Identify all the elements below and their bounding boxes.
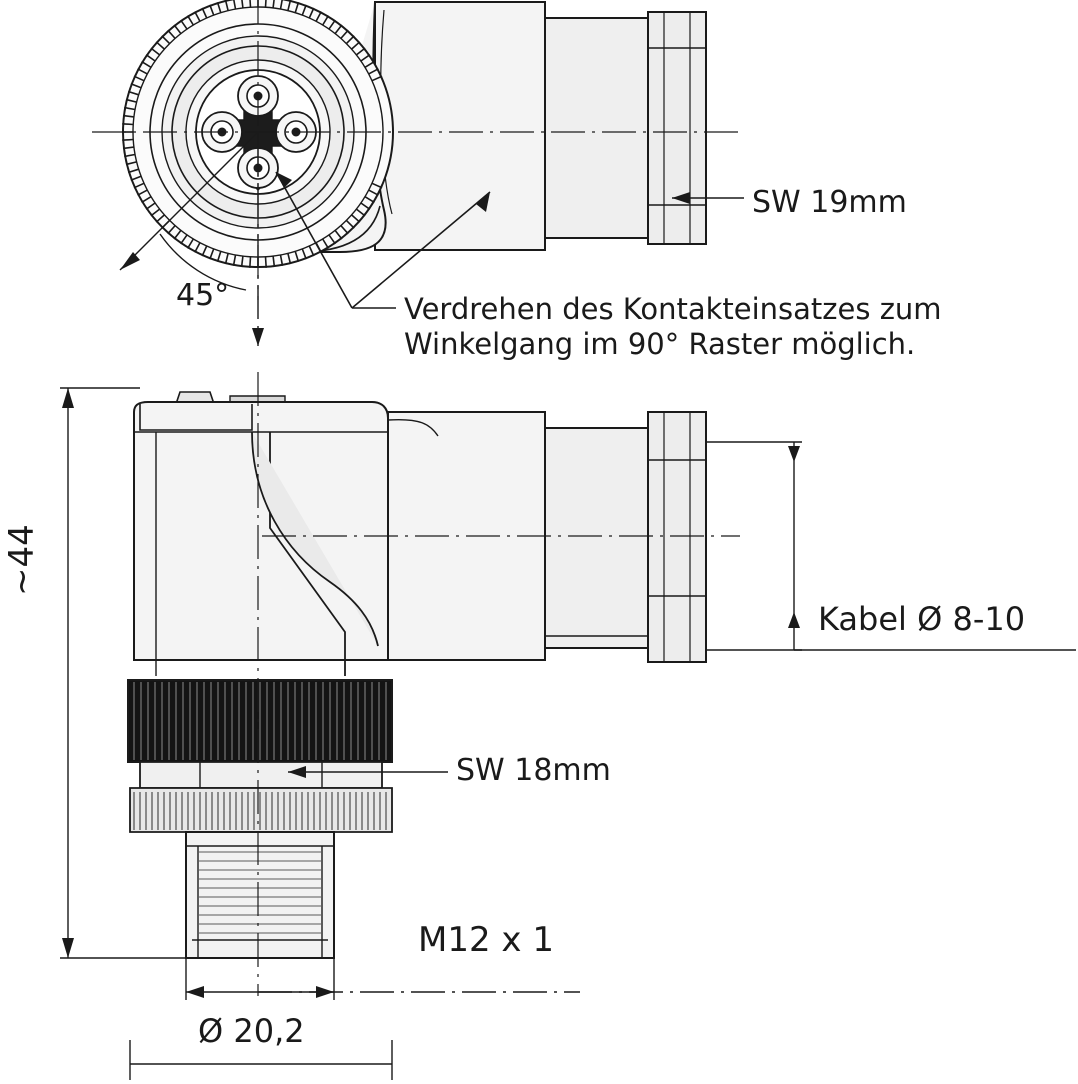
label-sw18: SW 18mm — [456, 753, 611, 788]
label-outer-diameter: Ø 20,2 — [198, 1012, 305, 1050]
note-line-2: Winkelgang im 90° Raster möglich. — [404, 326, 916, 361]
label-angle-45: 45° — [176, 278, 230, 313]
note-line-1: Verdrehen des Kontakteinsatzes zum — [404, 292, 942, 326]
side-view — [128, 372, 740, 996]
label-sw19: SW 19mm — [752, 185, 907, 220]
label-cable-diameter: Kabel Ø 8-10 — [818, 600, 1026, 638]
label-height: ~44 — [2, 524, 42, 596]
label-note — [404, 292, 942, 362]
label-thread: M12 x 1 — [418, 920, 554, 960]
